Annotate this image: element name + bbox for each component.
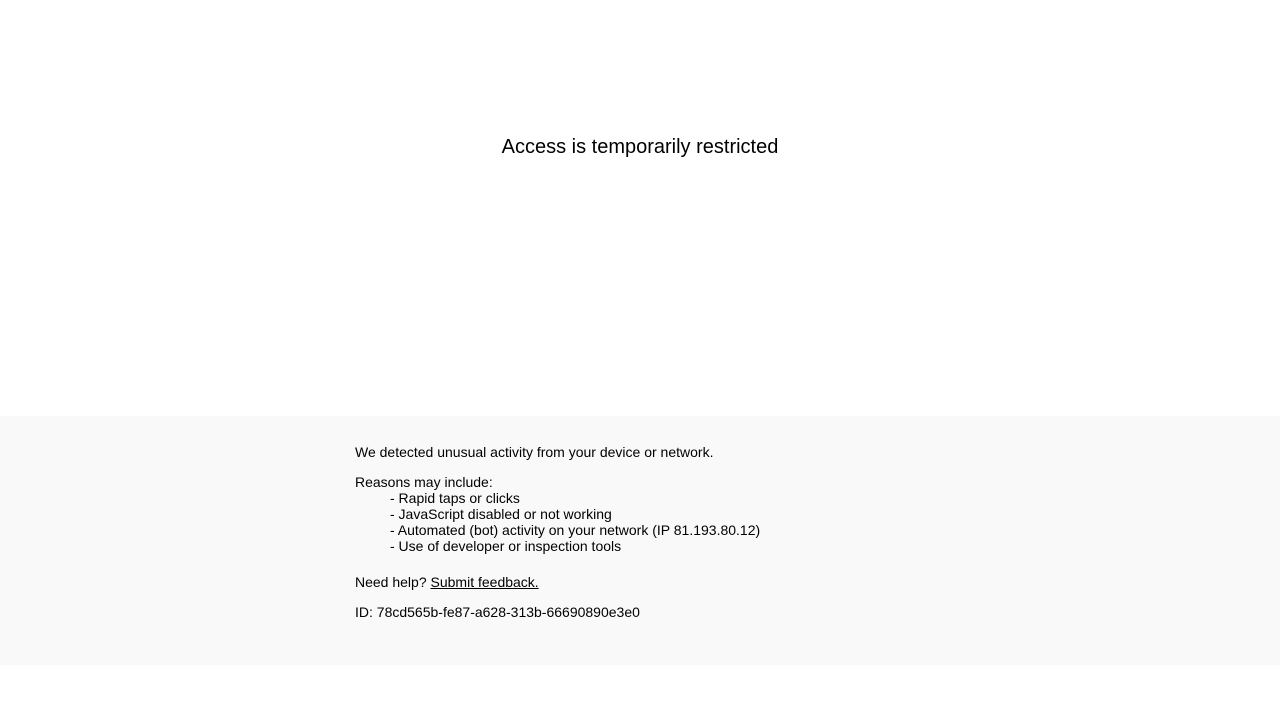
footer-panel xyxy=(0,416,1280,665)
reason-item: - Automated (bot) activity on your network (IP 81.193.80.12) xyxy=(390,522,761,538)
reason-item: - Use of developer or inspection tools xyxy=(390,538,622,554)
help-line xyxy=(355,574,955,590)
submit-feedback-link[interactable]: Submit feedback. xyxy=(430,574,539,590)
reason-item: - Rapid taps or clicks xyxy=(390,490,520,506)
request-id: ID: 78cd565b-fe87-a628-313b-66690890e3e0 xyxy=(355,604,640,620)
reasons-list xyxy=(355,490,955,554)
reasons-heading: Reasons may include: xyxy=(355,474,493,490)
reason-item: - JavaScript disabled or not working xyxy=(390,506,612,522)
help-prefix: Need help? xyxy=(355,574,427,590)
page-title: Access is temporarily restricted xyxy=(501,136,779,158)
footer-content xyxy=(355,444,955,620)
activity-message: We detected unusual activity from your device or network. xyxy=(355,444,714,460)
